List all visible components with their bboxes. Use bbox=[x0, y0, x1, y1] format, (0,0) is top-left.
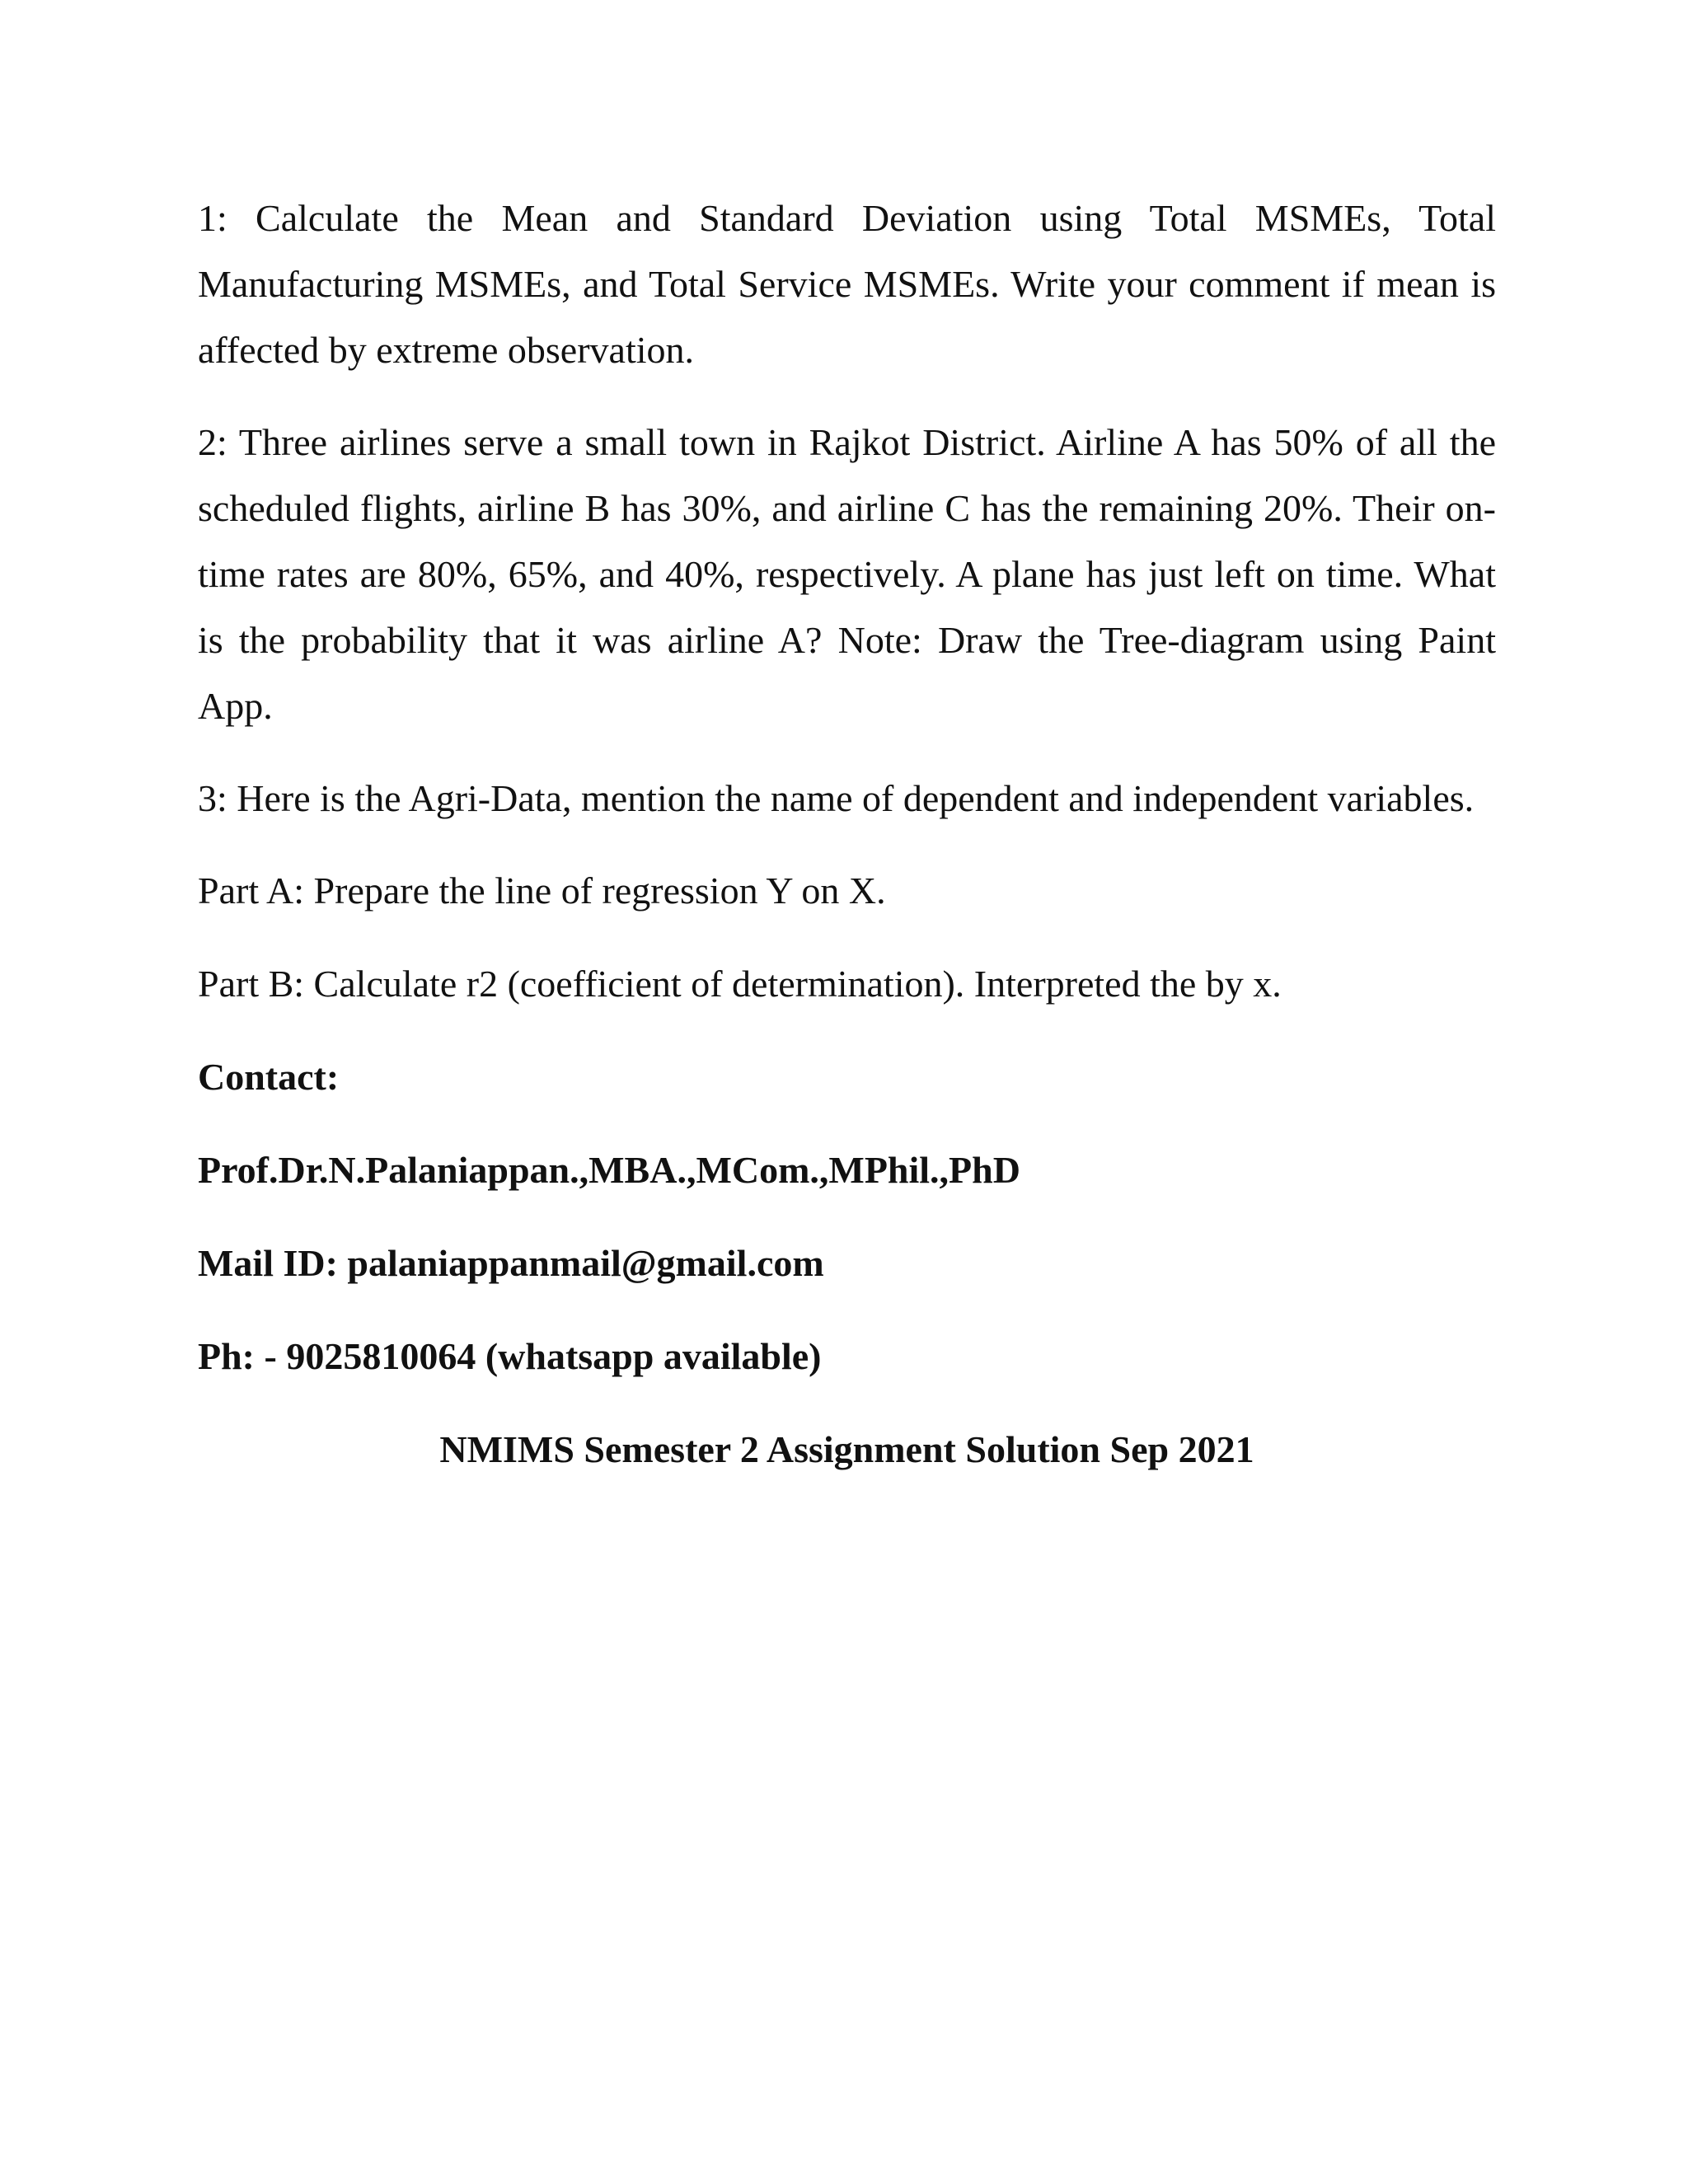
contact-heading: Contact: bbox=[198, 1056, 340, 1098]
question-3: 3: Here is the Agri-Data, mention the name of dependent and independent variables. bbox=[198, 777, 1475, 819]
document-content bbox=[198, 185, 1496, 1510]
contact-name: Prof.Dr.N.Palaniappan.,MBA.,MCom.,MPhil.,PhD bbox=[198, 1149, 1020, 1191]
question-2: 2: Three airlines serve a small town in Rajkot District. Airline A has 50% of all the scheduled flights, airline B has 30%, and airline C has the remaining 20%. Their on-time rates are 80%, 65%, and 40%, respectively. A plane has just left on time. What is the probability that it was airline A? Note: Draw the Tree-diagram using Paint App. bbox=[198, 421, 1496, 727]
part-b: Part B: Calculate r2 (coefficient of determination). Interpreted the by x. bbox=[198, 963, 1282, 1005]
contact-mail: Mail ID: palaniappanmail@gmail.com bbox=[198, 1242, 824, 1284]
question-1: 1: Calculate the Mean and Standard Deviation using Total MSMEs, Total Manufacturing MSMEs, and Total Service MSMEs. Write your comment if mean is affected by extreme observation. bbox=[198, 197, 1496, 371]
contact-phone: Ph: - 9025810064 (whatsapp available) bbox=[198, 1335, 822, 1377]
footer-title: NMIMS Semester 2 Assignment Solution Sep 2021 bbox=[439, 1428, 1254, 1470]
part-a: Part A: Prepare the line of regression Y on X. bbox=[198, 869, 886, 912]
